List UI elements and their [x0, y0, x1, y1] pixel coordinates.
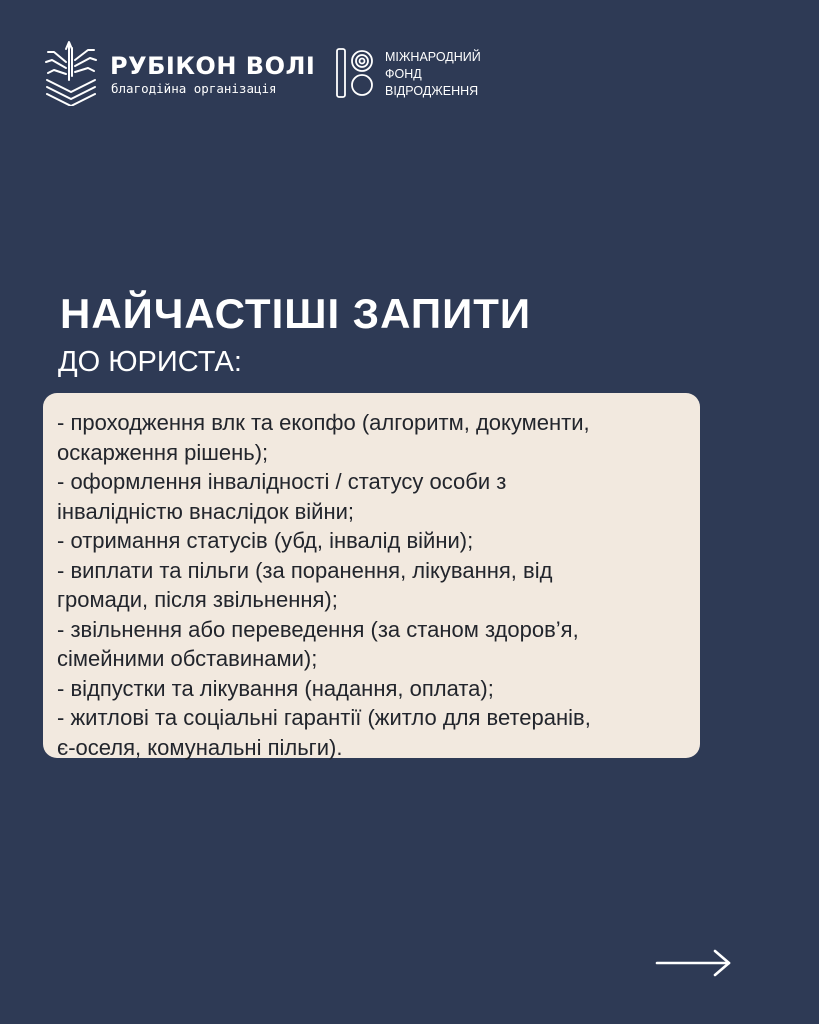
rubicon-logo — [44, 40, 316, 106]
card-line: інвалідністю внаслідок війни; — [57, 498, 355, 524]
page-subtitle: ДО ЮРИСТА: — [58, 346, 242, 378]
page-title: НАЙЧАСТІШІ ЗАПИТИ — [60, 290, 532, 337]
requests-card — [43, 393, 700, 758]
rubicon-logo-icon — [44, 40, 100, 106]
card-line: - виплати та пільги (за поранення, лікування, від — [57, 557, 553, 583]
card-line: - житлові та соціальні гарантії (житло для ветеранів, — [57, 705, 591, 730]
irf-logo — [336, 48, 516, 98]
card-line: - проходження влк та екопфо (алгоритм, документи, — [57, 410, 590, 435]
card-line: є-оселя, комунальні пільги). — [57, 734, 343, 760]
card-line: - відпустки та лікування (надання, оплата); — [57, 675, 494, 701]
card-line: - звільнення або переведення (за станом здоров’я, — [57, 616, 579, 642]
irf-line: МІЖНАРОДНИЙ — [385, 50, 481, 64]
irf-line: ВІДРОДЖЕННЯ — [385, 84, 479, 98]
irf-logo-icon — [336, 48, 374, 98]
card-line: оскарження рішень); — [57, 439, 269, 465]
rubicon-name: РУБІКОН ВОЛІ — [110, 52, 316, 80]
irf-name — [385, 49, 481, 100]
arrow-right-icon[interactable] — [655, 948, 733, 978]
header — [44, 40, 514, 106]
card-line: - отримання статусів (убд, інвалід війни); — [57, 528, 474, 553]
card-line: громади, після звільнення); — [57, 587, 338, 612]
card-line: - оформлення інвалідності / статусу особи з — [57, 469, 507, 494]
card-line: сімейними обставинами); — [57, 646, 318, 671]
rubicon-subtitle: благодійна організація — [111, 81, 277, 96]
irf-line: ФОНД — [385, 67, 422, 81]
